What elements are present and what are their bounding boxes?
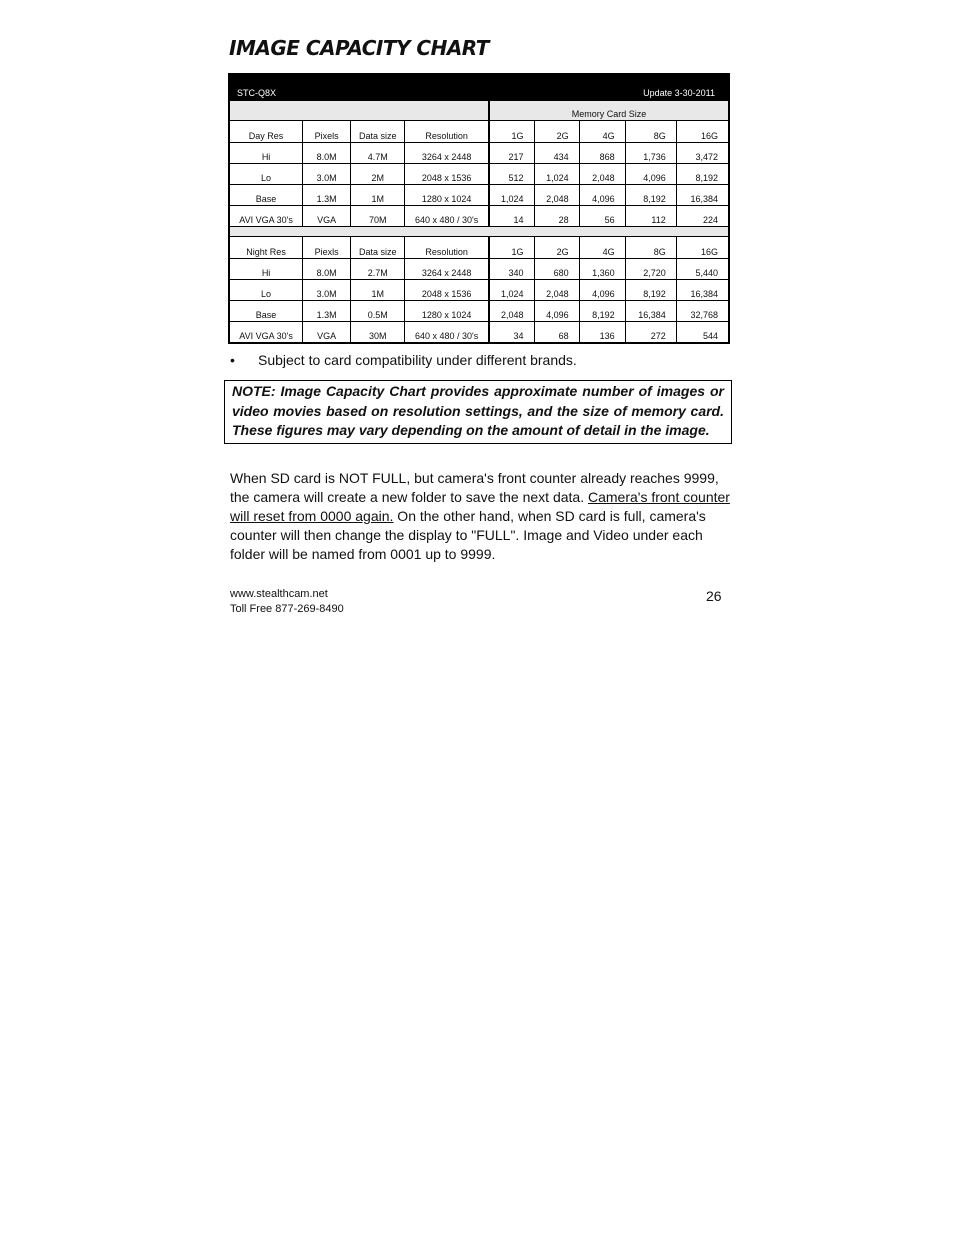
cell-4g: 56 xyxy=(579,206,625,227)
day-header-row xyxy=(230,121,729,143)
bullet-item xyxy=(230,352,577,368)
cell-res: Hi xyxy=(230,143,303,164)
cell-2g: 68 xyxy=(534,322,579,343)
cell-16g: 8,192 xyxy=(676,164,728,185)
footer xyxy=(230,587,344,617)
cell-resolution: 1280 x 1024 xyxy=(405,301,489,322)
cell-resolution: 640 x 480 / 30's xyxy=(405,322,489,343)
blank-header-cell xyxy=(230,101,489,121)
cell-16g: 16G xyxy=(676,121,728,143)
cell-pixels: 1.3M xyxy=(303,185,351,206)
cell-2g: 2,048 xyxy=(534,280,579,301)
cell-8g: 112 xyxy=(625,206,676,227)
bullet-text: Subject to card compatibility under different brands. xyxy=(258,352,577,368)
note-box: NOTE: Image Capacity Chart provides approximate number of images or video movies based on resolution settings, and the size of memory card. These figures may vary depending on the amount of detail in the image. xyxy=(224,380,732,444)
cell-16g: 32,768 xyxy=(676,301,728,322)
cell-data-size: 2.7M xyxy=(351,259,405,280)
separator-cell xyxy=(230,227,729,237)
night-row xyxy=(230,259,729,280)
counter-paragraph xyxy=(230,469,730,564)
update-date: Update 3-30-2011 xyxy=(643,88,715,98)
cell-data-size: Data size xyxy=(351,121,405,143)
cell-4g: 2,048 xyxy=(579,164,625,185)
cell-4g: 1,360 xyxy=(579,259,625,280)
cell-8g: 2,720 xyxy=(625,259,676,280)
memory-card-size-header: Memory Card Size xyxy=(489,101,729,121)
cell-pixels: 8.0M xyxy=(303,259,351,280)
day-row xyxy=(230,143,729,164)
cell-res: AVI VGA 30's xyxy=(230,206,303,227)
paragraph-text-2: On the other hand, when SD card is full, camera's counter will then change the display to "FULL". Image and Video under each folder will be named from 0001 up to 9999. xyxy=(230,508,706,562)
image-capacity-chart xyxy=(228,73,730,344)
memory-size-header-row xyxy=(230,101,729,121)
bullet-symbol: • xyxy=(230,352,235,368)
cell-resolution: 3264 x 2448 xyxy=(405,143,489,164)
cell-2g: 2G xyxy=(534,121,579,143)
cell-1g: 1,024 xyxy=(489,185,534,206)
cell-2g: 4,096 xyxy=(534,301,579,322)
cell-4g: 8,192 xyxy=(579,301,625,322)
cell-data-size: Data size xyxy=(351,237,405,259)
phone-number: Toll Free 877-269-8490 xyxy=(230,603,344,615)
cell-16g: 5,440 xyxy=(676,259,728,280)
cell-res: AVI VGA 30's xyxy=(230,322,303,343)
cell-pixels: Piexls xyxy=(303,237,351,259)
cell-1g: 1G xyxy=(489,121,534,143)
cell-data-size: 2M xyxy=(351,164,405,185)
cell-data-size: 0.5M xyxy=(351,301,405,322)
day-row xyxy=(230,185,729,206)
capacity-table xyxy=(229,100,729,343)
cell-8g: 272 xyxy=(625,322,676,343)
page-title: IMAGE CAPACITY CHART xyxy=(229,36,489,60)
cell-1g: 1G xyxy=(489,237,534,259)
cell-8g: 8G xyxy=(625,237,676,259)
cell-4g: 4G xyxy=(579,121,625,143)
cell-4g: 4G xyxy=(579,237,625,259)
night-row xyxy=(230,301,729,322)
cell-8g: 8,192 xyxy=(625,280,676,301)
cell-pixels: 3.0M xyxy=(303,164,351,185)
cell-res: Lo xyxy=(230,164,303,185)
paragraph-text-1: When SD card is NOT FULL, but camera's front counter already reaches 9999, the camera will create a new folder to save the next data. xyxy=(230,470,719,505)
cell-16g: 3,472 xyxy=(676,143,728,164)
cell-16g: 16G xyxy=(676,237,728,259)
website-link[interactable]: www.stealthcam.net xyxy=(230,588,328,600)
cell-res: Night Res xyxy=(230,237,303,259)
cell-1g: 14 xyxy=(489,206,534,227)
cell-resolution: 2048 x 1536 xyxy=(405,164,489,185)
cell-res: Base xyxy=(230,185,303,206)
cell-res: Hi xyxy=(230,259,303,280)
cell-16g: 224 xyxy=(676,206,728,227)
cell-data-size: 4.7M xyxy=(351,143,405,164)
cell-8g: 1,736 xyxy=(625,143,676,164)
cell-resolution: 640 x 480 / 30's xyxy=(405,206,489,227)
cell-8g: 16,384 xyxy=(625,301,676,322)
cell-16g: 16,384 xyxy=(676,185,728,206)
page-number: 26 xyxy=(706,588,722,604)
cell-resolution: 2048 x 1536 xyxy=(405,280,489,301)
night-row xyxy=(230,280,729,301)
cell-resolution: Resolution xyxy=(405,121,489,143)
cell-2g: 680 xyxy=(534,259,579,280)
cell-1g: 512 xyxy=(489,164,534,185)
cell-2g: 2,048 xyxy=(534,185,579,206)
cell-2g: 434 xyxy=(534,143,579,164)
night-row xyxy=(230,322,729,343)
cell-1g: 1,024 xyxy=(489,280,534,301)
paragraph-underlined-text: Camera's front counter will reset from 0000 again. xyxy=(230,489,730,524)
cell-1g: 340 xyxy=(489,259,534,280)
cell-1g: 217 xyxy=(489,143,534,164)
night-header-row xyxy=(230,237,729,259)
cell-1g: 34 xyxy=(489,322,534,343)
cell-pixels: VGA xyxy=(303,206,351,227)
cell-resolution: 1280 x 1024 xyxy=(405,185,489,206)
cell-data-size: 1M xyxy=(351,280,405,301)
cell-pixels: Pixels xyxy=(303,121,351,143)
cell-pixels: 8.0M xyxy=(303,143,351,164)
cell-2g: 28 xyxy=(534,206,579,227)
cell-data-size: 30M xyxy=(351,322,405,343)
capacity-table-body xyxy=(230,101,729,343)
day-row xyxy=(230,206,729,227)
cell-pixels: 1.3M xyxy=(303,301,351,322)
cell-16g: 544 xyxy=(676,322,728,343)
cell-16g: 16,384 xyxy=(676,280,728,301)
cell-8g: 8G xyxy=(625,121,676,143)
cell-4g: 4,096 xyxy=(579,185,625,206)
cell-data-size: 1M xyxy=(351,185,405,206)
section-separator-row xyxy=(230,227,729,237)
cell-4g: 136 xyxy=(579,322,625,343)
cell-data-size: 70M xyxy=(351,206,405,227)
cell-resolution: 3264 x 2448 xyxy=(405,259,489,280)
cell-1g: 2,048 xyxy=(489,301,534,322)
cell-2g: 2G xyxy=(534,237,579,259)
cell-res: Base xyxy=(230,301,303,322)
cell-8g: 4,096 xyxy=(625,164,676,185)
chart-header-bar xyxy=(229,74,729,100)
cell-2g: 1,024 xyxy=(534,164,579,185)
cell-pixels: VGA xyxy=(303,322,351,343)
cell-pixels: 3.0M xyxy=(303,280,351,301)
model-name: STC-Q8X xyxy=(237,88,277,98)
cell-4g: 4,096 xyxy=(579,280,625,301)
day-row xyxy=(230,164,729,185)
cell-resolution: Resolution xyxy=(405,237,489,259)
cell-res: Lo xyxy=(230,280,303,301)
cell-8g: 8,192 xyxy=(625,185,676,206)
cell-4g: 868 xyxy=(579,143,625,164)
cell-res: Day Res xyxy=(230,121,303,143)
